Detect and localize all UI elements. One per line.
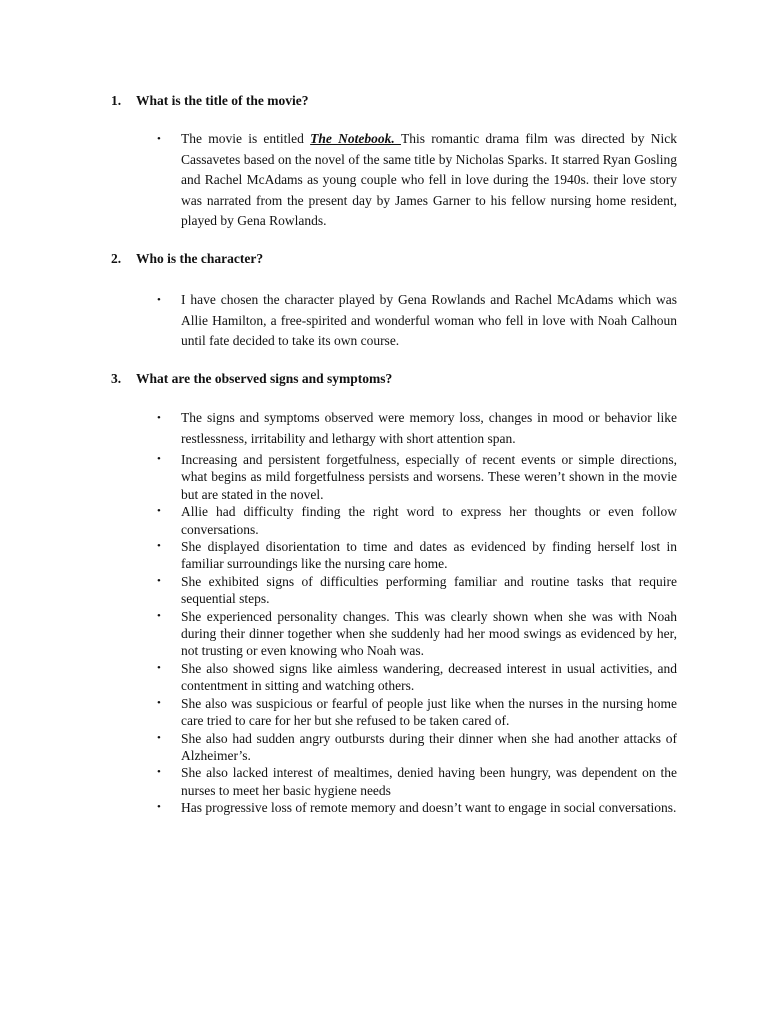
list-item bbox=[155, 660, 677, 695]
answer-text: She exhibited signs of difficulties performing familiar and routine tasks that require sequential steps. bbox=[181, 573, 677, 607]
answer-text: She also showed signs like aimless wandering, decreased interest in usual activities, and contentment in sitting and watching others. bbox=[181, 660, 677, 694]
question-number: 1. bbox=[111, 93, 122, 108]
bullet-icon: • bbox=[157, 574, 161, 587]
question-title: Who is the character? bbox=[136, 251, 264, 266]
list-item bbox=[155, 290, 677, 352]
answer-text: Increasing and persistent forgetfulness, especially of recent events or simple directions, what begins as mild forgetfulness persists and worsens. These weren’t shown in the movie but are stated in the novel. bbox=[181, 452, 677, 502]
question-title: What is the title of the movie? bbox=[136, 93, 309, 108]
answer-text: She also lacked interest of mealtimes, denied having been hungry, was dependent on the nurses to meet her basic hygiene needs bbox=[181, 765, 677, 798]
answer-list-3b bbox=[155, 451, 677, 817]
list-item bbox=[155, 608, 677, 660]
answer-text: She also was suspicious or fearful of people just like when the nurses in the nursing home care tried to care for her but she refused to be taken cared of. bbox=[181, 695, 677, 729]
answer-list-3a bbox=[155, 408, 677, 449]
bullet-icon: • bbox=[157, 661, 161, 674]
answer-text: She displayed disorientation to time and dates as evidenced by finding herself lost in familiar surroundings like the nursing care home. bbox=[181, 539, 677, 572]
list-item bbox=[155, 730, 677, 765]
answer-list-1 bbox=[155, 129, 677, 232]
list-item bbox=[155, 538, 677, 573]
bullet-icon: • bbox=[157, 133, 161, 145]
bullet-icon: • bbox=[157, 609, 161, 622]
bullet-icon: • bbox=[157, 696, 161, 709]
answer-text: I have chosen the character played by Gena Rowlands and Rachel McAdams which was Allie Hamilton, a free-spirited and wonderful woman who fell in love with Noah Calhoun until fate decided to take its own course. bbox=[181, 292, 677, 348]
bullet-icon: • bbox=[157, 731, 161, 744]
question-number: 3. bbox=[111, 371, 122, 386]
answer-text-post: This romantic drama film was directed by Nick Cassavetes based on the novel of the same title by Nicholas Sparks. It starred Ryan Gosling and Rachel McAdams as young couple who fell in love during the 1940s. their love story was narrated from the present day by James Garner to his fellow nursing home resident, played by Gena Rowlands. bbox=[181, 131, 677, 228]
answer-list-2 bbox=[155, 290, 677, 352]
answer-text: The signs and symptoms observed were memory loss, changes in mood or behavior like restlessness, irritability and lethargy with short attention span. bbox=[181, 410, 677, 446]
answer-text: Has progressive loss of remote memory and doesn’t want to engage in social conversations. bbox=[181, 800, 677, 816]
answer-text: She also had sudden angry outbursts during their dinner when she had another attacks of Alzheimer’s. bbox=[181, 730, 677, 763]
answer-text-pre: The movie is entitled bbox=[181, 131, 311, 146]
answer-text: Allie had difficulty finding the right word to express her thoughts or even follow conversations. bbox=[181, 504, 677, 537]
bullet-icon: • bbox=[157, 412, 161, 424]
list-item bbox=[155, 408, 677, 449]
list-item bbox=[155, 764, 677, 799]
bullet-icon: • bbox=[157, 453, 161, 465]
question-2-heading bbox=[111, 251, 691, 267]
list-item bbox=[155, 573, 677, 608]
question-title: What are the observed signs and symptoms? bbox=[136, 371, 393, 386]
question-number: 2. bbox=[111, 251, 122, 266]
list-item bbox=[155, 799, 677, 816]
movie-title: The Notebook. bbox=[310, 131, 401, 146]
bullet-icon: • bbox=[157, 505, 161, 518]
list-item bbox=[155, 695, 677, 730]
answer-text: She experienced personality changes. This was clearly shown when she was with Noah during their dinner together when she suddenly had her mood swings as evidenced by her, not trusting or even knowing who Noah was. bbox=[181, 608, 677, 659]
bullet-icon: • bbox=[157, 766, 161, 779]
question-3-heading bbox=[111, 371, 691, 387]
bullet-icon: • bbox=[157, 294, 161, 306]
question-1-heading bbox=[111, 93, 691, 109]
bullet-icon: • bbox=[157, 801, 161, 814]
list-item bbox=[155, 129, 677, 232]
bullet-icon: • bbox=[157, 540, 161, 553]
list-item bbox=[155, 451, 677, 503]
list-item bbox=[155, 503, 677, 538]
